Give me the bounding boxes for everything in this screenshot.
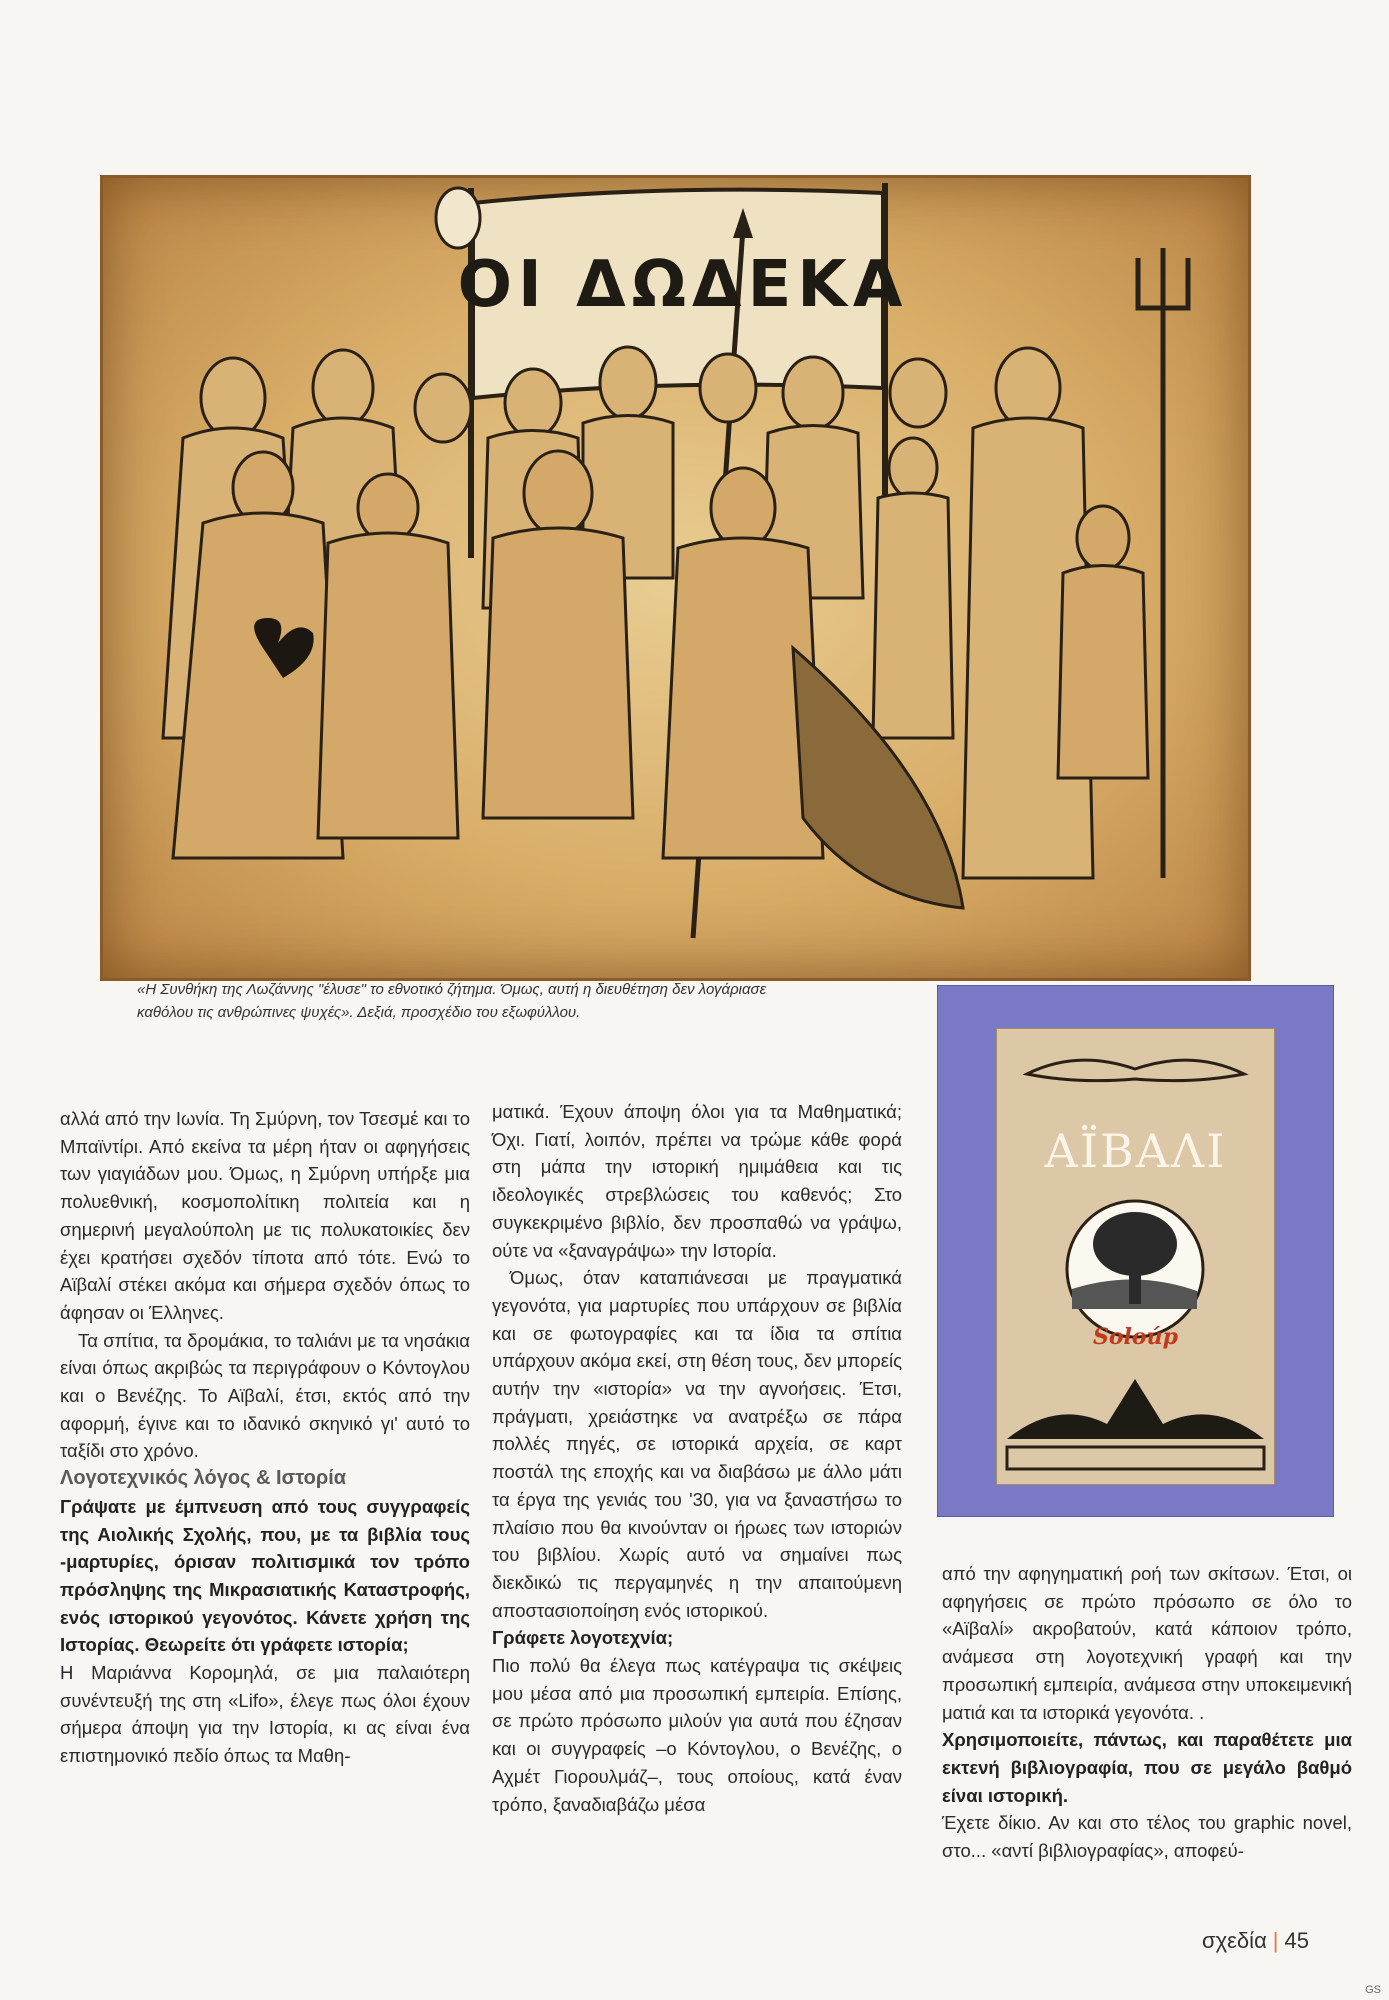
section-heading: Λογοτεχνικός λόγος & Ιστορία <box>60 1467 347 1490</box>
cover-ornaments <box>997 1029 1274 1484</box>
book-cover-panel <box>996 1028 1275 1485</box>
paragraph: Έχετε δίκιο. Αν και στο τέλος του graphic novel, στο... «αντί βιβλιογραφίας», αποφεύ- <box>942 1812 1352 1862</box>
book-cover-draft <box>937 985 1334 1517</box>
page-number: 45 <box>1284 1928 1309 1953</box>
text-column-2 <box>492 1098 902 1818</box>
text-column-1 <box>60 1105 470 1770</box>
paragraph: ματικά. Έχουν άποψη όλοι για τα Μαθηματικά; Όχι. Γιατί, λοιπόν, πρέπει να τρώμε κάθε φορά στη μάπα την ιστορική ημιμάθεια και τις ιδεολογικές στρεβλώσεις του καθενός; Στο συγκεκριμένο βιβλίο, δεν προσπαθώ να γράψω, ούτε να «ξαναγράψω» την Ιστορία. <box>492 1101 902 1261</box>
paragraph: από την αφηγηματική ροή των σκίτσων. Έτσι, οι αφηγήσεις σε πρώτο πρόσωπο σε όλο το «Αϊβαλί» ακροβατούν, κατά κάποιον τρόπο, ανάμεσα στη λογοτεχνική γραφή και την προσωπική εμπειρία, ανάμεσα στην υποκειμενική ματιά και τα ιστορικά γεγονότα. . <box>942 1563 1352 1723</box>
illustration-caption <box>137 978 927 1024</box>
paragraph: Η Μαριάννα Κορομηλά, σε μια παλαιότερη συνέντευξή της στη «Lifo», έλεγε πως όλοι έχουν σήμερα άποψη για την Ιστορία, κι ας είναι ένα επιστημονικό πεδίο όπως τα Μαθη- <box>60 1662 470 1767</box>
cover-title: ΑΪΒΑΛΙ <box>1044 1124 1227 1178</box>
corner-mark: GS <box>1365 1984 1381 1996</box>
caption-line-2: καθόλου τις ανθρώπινες ψυχές». Δεξιά, προσχέδιο του εξωφύλλου. <box>137 1004 581 1021</box>
text-column-3 <box>942 1560 1352 1865</box>
paragraph: Όμως, όταν καταπιάνεσαι με πραγματικά γεγονότα, για μαρτυρίες που υπάρχουν σε βιβλία και σε φωτογραφίες και τα ίδια τα σπίτια υπάρχουν ακόμα εκεί, στη θέση τους, δεν μπορείς αυτήν την «ιστορία» να την αγνοήσεις. Έτσι, πράγματι, χρειάστηκε να ανατρέξω σε πάρα πολλές πηγές, σε ιστορικά αρχεία, σε καρτ ποστάλ της εποχής και να διαβάσω με άλλο μάτι τα έργα της γενιάς του '30, για να ξαναστήσω το πλαίσιο που θα κινούνταν οι ήρωες των ιστοριών του βιβλίου. Χωρίς αυτό να σημαίνει πως διεκδικώ τις περγαμηνές η την απαιτούμενη αποστασιοποίηση ενός ιστορικού. <box>492 1267 902 1621</box>
interview-question: Γράψατε με έμπνευση από τους συγγραφείς της Αιολικής Σχολής, που, με τα βιβλία τους -μαρτυρίες, όρισαν πολιτισμικά τον τρόπο πρόσληψης της Μικρασιατικής Καταστροφής, ενός ιστορικού γεγονότος. Κάνετε χρήση της Ιστορίας. Θεωρείτε ότι γράφετε ιστορία; <box>60 1495 470 1656</box>
page-footer <box>1202 1928 1309 1954</box>
interview-question: Γράφετε λογοτεχνία; <box>492 1627 674 1649</box>
paragraph: Πιο πολύ θα έλεγα πως κατέγραψα τις σκέψεις μου μέσα από μια προσωπική εμπειρία. Επίσης, σε πρώτο πρόσωπο μιλούν για αυτά που έζησαν και οι συγγραφείς –ο Κόντογλου, ο Βενέζης, ο Αχμέτ Γιορουλμάζ–, τους οποίους, κατά έναν τρόπο, ξαναδιαβάζω μέσα <box>492 1655 902 1815</box>
paragraph: αλλά από την Ιωνία. Τη Σμύρνη, τον Τσεσμέ και το Μπαϊντίρι. Από εκείνα τα μέρη ήταν οι αφηγήσεις των γιαγιάδων μου. Όμως, η Σμύρνη υπήρξε μια πολυεθνική, κοσμοπολίτικη πολιτεία και η σημερινή μεγαλούπολη με τις πολυκατοικίες δεν έχει κρατήσει σχεδόν τίποτα από τότε. Ενώ το Αϊβαλί στέκει ακόμα και σήμερα σχεδόν όπως το άφησαν οι Έλληνες. <box>60 1108 470 1323</box>
caption-line-1: «Η Συνθήκη της Λωζάννης "έλυσε" το εθνοτικό ζήτημα. Όμως, αυτή η διευθέτηση δεν λογάριασε <box>137 981 767 998</box>
cover-author: Soloúp <box>1093 1324 1178 1350</box>
magazine-name: σχεδία <box>1202 1928 1267 1953</box>
paragraph: Τα σπίτια, τα δρομάκια, το ταλιάνι με τα νησάκια είναι όπως ακριβώς τα περιγράφουν ο Κόντογλου και ο Βενέζης. Το Αϊβαλί, έτσι, εκτός από την αφορμή, έγινε και το ιδανικό σκηνικό γι' αυτό το ταξίδι στο χρόνο. <box>60 1329 470 1462</box>
interview-question: Χρησιμοποιείτε, πάντως, και παραθέτετε μια εκτενή βιβλιογραφία, που σε μεγάλο βαθμό είναι ιστορική. <box>942 1729 1352 1806</box>
cover-illustration <box>100 175 1251 981</box>
footer-separator: | <box>1272 1928 1279 1953</box>
banner-title: ΟΙ ΔΩΔΕΚΑ <box>457 248 909 322</box>
